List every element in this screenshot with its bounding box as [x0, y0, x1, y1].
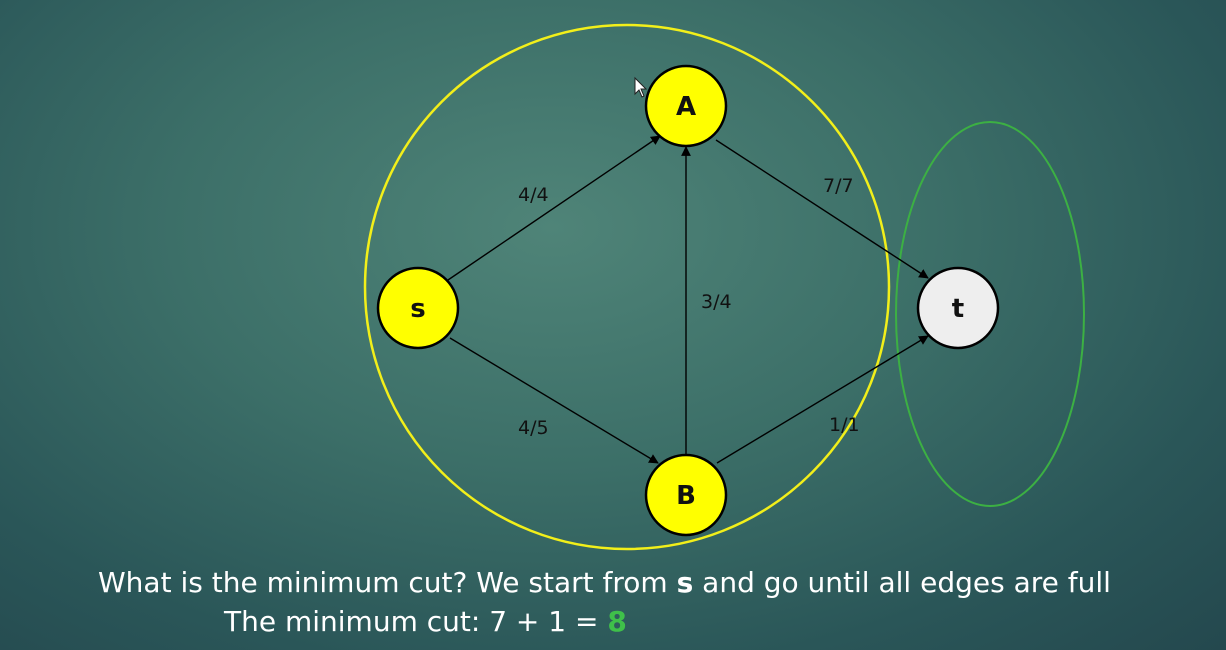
edge-s-A	[448, 136, 660, 280]
caption-question: What is the minimum cut? We start from s and go until all edges are full	[98, 566, 1111, 599]
edge-label-s-A: 4/4	[518, 184, 549, 206]
node-s	[378, 268, 458, 348]
edge-label-A-t: 7/7	[823, 175, 854, 197]
node-t	[918, 268, 998, 348]
caption-source-node: s	[676, 566, 694, 599]
node-A	[646, 66, 726, 146]
node-B	[646, 455, 726, 535]
node-t-label: t	[951, 294, 965, 324]
min-cut-result: 8	[607, 605, 627, 638]
edge-s-B	[450, 338, 658, 463]
node-B-label: B	[676, 481, 696, 511]
edge-label-B-A: 3/4	[701, 291, 732, 313]
edge-A-t	[716, 140, 928, 278]
caption-answer: The minimum cut: 7 + 1 = 8	[224, 605, 627, 638]
edge-label-s-B: 4/5	[518, 417, 549, 439]
node-A-label: A	[675, 92, 697, 122]
node-s-label: s	[410, 294, 426, 324]
edge-B-t	[717, 336, 928, 463]
edge-label-B-t: 1/1	[829, 414, 860, 436]
mouse-cursor-icon	[635, 78, 646, 97]
